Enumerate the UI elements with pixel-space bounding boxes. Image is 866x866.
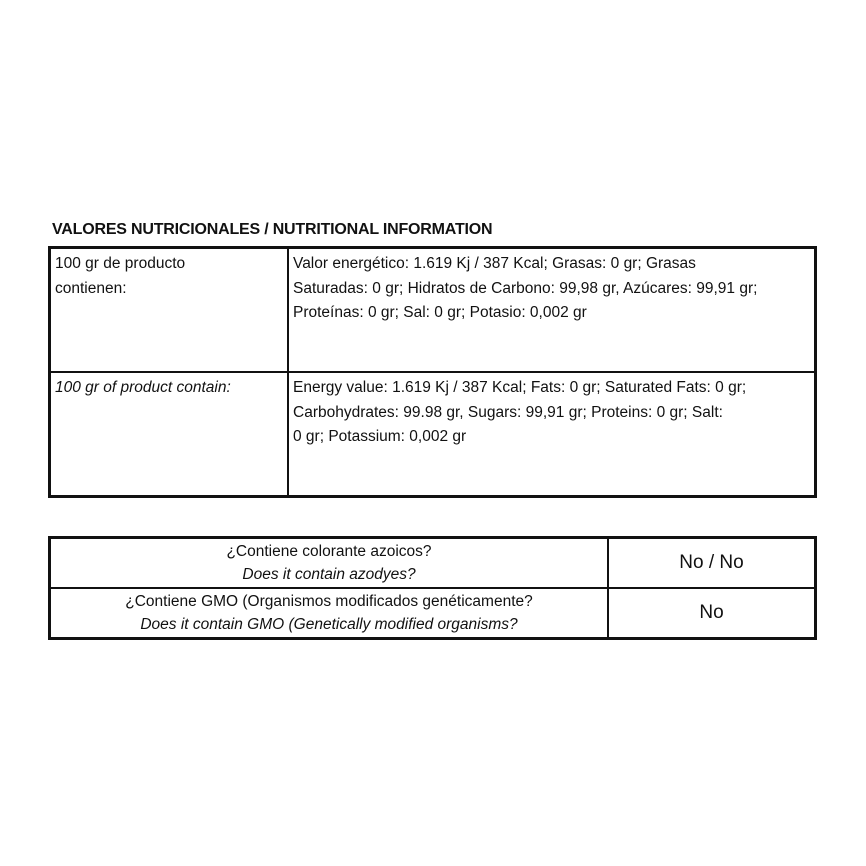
values-english — [288, 372, 816, 497]
table-row-spanish — [50, 248, 816, 373]
label-spanish-line-2: contienen: — [55, 279, 127, 297]
question-gmo — [50, 588, 609, 639]
nutrition-table — [48, 246, 817, 498]
question-gmo-en: Does it contain GMO (Genetically modified organisms? — [140, 616, 518, 633]
table-row-english — [50, 372, 816, 497]
values-english-line-3: 0 gr; Potassium: 0,002 gr — [293, 428, 467, 445]
values-english-line-2: Carbohydrates: 99.98 gr, Sugars: 99,91 gr; Proteins: 0 gr; Salt: — [293, 403, 723, 421]
values-spanish-line-3: Proteínas: 0 gr; Sal: 0 gr; Potasio: 0,002 gr — [293, 304, 587, 321]
label-spanish — [50, 248, 289, 373]
nutrition-title: VALORES NUTRICIONALES / NUTRITIONAL INFORMATION — [52, 221, 493, 238]
additives-table — [48, 536, 817, 640]
question-gmo-es: ¿Contiene GMO (Organismos modificados genéticamente? — [125, 593, 533, 610]
table-row-azodyes — [50, 538, 816, 589]
question-azodyes-en: Does it contain azodyes? — [242, 566, 416, 583]
question-azodyes-es: ¿Contiene colorante azoicos? — [226, 543, 432, 560]
values-spanish — [288, 248, 816, 373]
values-spanish-line-1: Valor energético: 1.619 Kj / 387 Kcal; Grasas: 0 gr; Grasas — [293, 255, 696, 272]
values-spanish-line-2: Saturadas: 0 gr; Hidratos de Carbono: 99,98 gr, Azúcares: 99,91 gr; — [293, 279, 758, 297]
answer-azodyes: No / No — [608, 538, 816, 589]
label-english: 100 gr of product contain: — [50, 372, 289, 497]
table-row-gmo — [50, 588, 816, 639]
values-english-line-1: Energy value: 1.619 Kj / 387 Kcal; Fats: 0 gr; Saturated Fats: 0 gr; — [293, 379, 747, 396]
label-spanish-line-1: 100 gr de producto — [55, 255, 186, 272]
answer-gmo: No — [608, 588, 816, 639]
question-azodyes — [50, 538, 609, 589]
